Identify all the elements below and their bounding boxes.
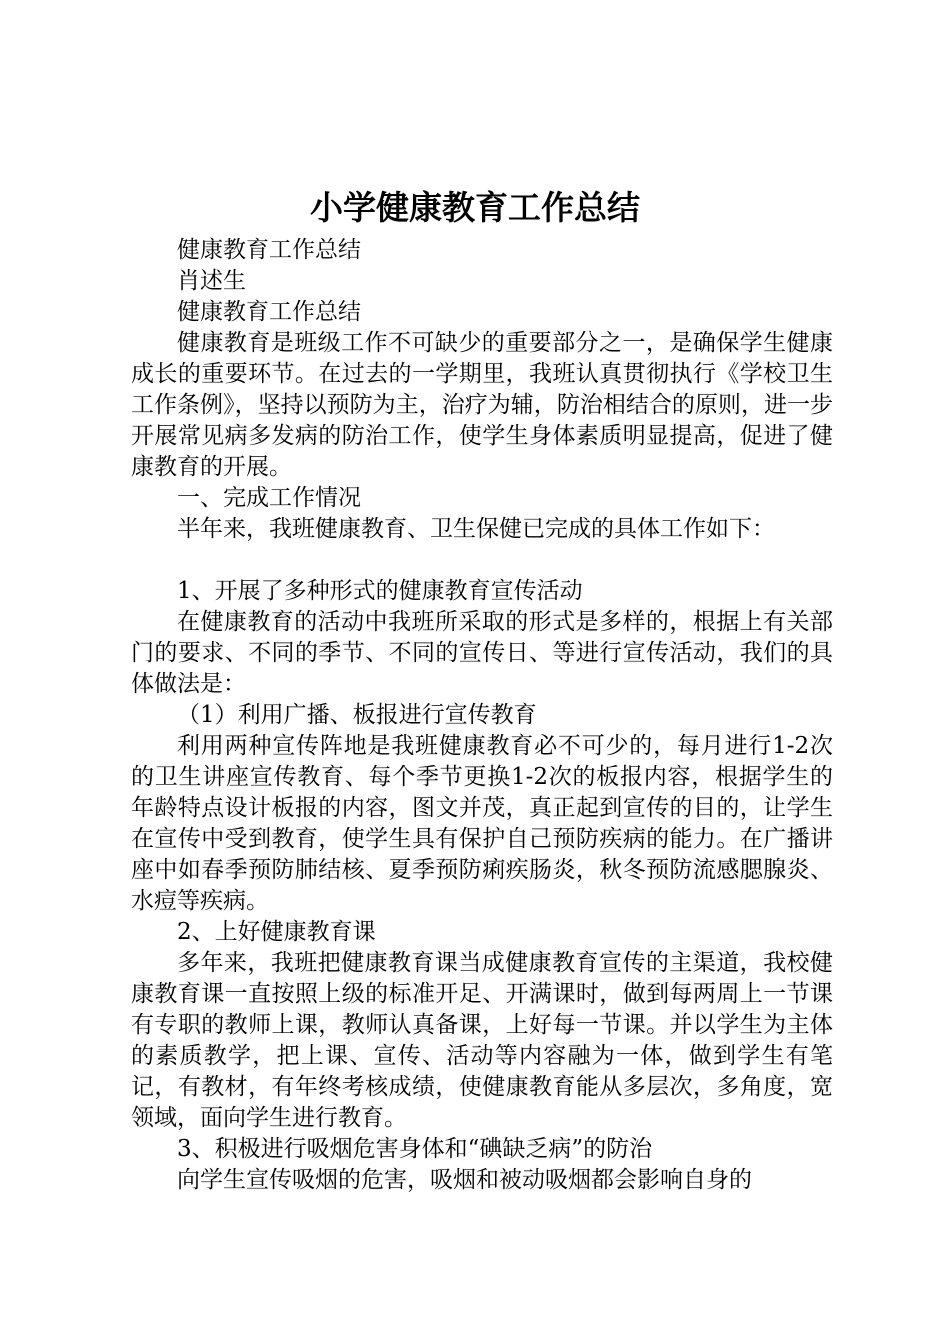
paragraph-classes: 多年来，我班把健康教育课当成健康教育宣传的主渠道，我校健康教育课一直按照上级的标准开足、开满课时，做到每两周上一节课有专职的教师上课，教师认真备课，上好每一节课。并以学生为主体的素质教学，把上课、宣传、活动等内容融为一体，做到学生有笔记，有教材，有年终考核成绩，使健康教育能从多层次，多角度，宽领域，面向学生进行教育。 [131,950,833,1131]
paragraph-intro: 健康教育是班级工作不可缺少的重要部分之一，是确保学生健康成长的重要环节。在过去的一学期里，我班认真贯彻执行《学校卫生工作条例》，坚持以预防为主，治疗为辅，防治相结合的原则，进一步开展常见病多发病的防治工作，使学生身体素质明显提高，促进了健康教育的开展。 [131,330,833,480]
subsection-heading-classes: 2、上好健康教育课 [177,919,376,945]
paragraph-author: 肖述生 [177,268,246,294]
paragraph-publicity-forms: 在健康教育的活动中我班所采取的形式是多样的，根据上有关部门的要求、不同的季节、不同的宣传日、等进行宣传活动，我们的具体做法是： [131,609,833,697]
subsection-heading-publicity: 1、开展了多种形式的健康教育宣传活动 [177,578,583,604]
paragraph-broadcast: 利用两种宣传阵地是我班健康教育必不可少的，每月进行1-2次的卫生讲座宣传教育、每个季节更换1-2次的板报内容，根据学生的年龄特点设计板报的内容，图文并茂，真正起到宣传的目的，让学生在宣传中受到教育，使学生具有保护自己预防疾病的能力。在广播讲座中如春季预防肺结核、夏季预防痢疾肠炎，秋冬预防流感腮腺炎、水痘等疾病。 [131,733,833,914]
item-heading-broadcast: （1）利用广播、板报进行宣传教育 [177,702,537,728]
document-title: 小学健康教育工作总结 [310,188,640,227]
document-body [131,235,833,1196]
subsection-heading-smoking: 3、积极进行吸烟危害身体和“碘缺乏病”的防治 [177,1136,653,1162]
paragraph-half-year-summary: 半年来，我班健康教育、卫生保健已完成的具体工作如下： [177,516,775,542]
paragraph-subtitle: 健康教育工作总结 [177,237,361,263]
section-heading-completed-work: 一、完成工作情况 [177,485,361,511]
paragraph-heading: 健康教育工作总结 [177,299,361,325]
paragraph-smoking: 向学生宣传吸烟的危害，吸烟和被动吸烟都会影响自身的 [177,1167,752,1193]
